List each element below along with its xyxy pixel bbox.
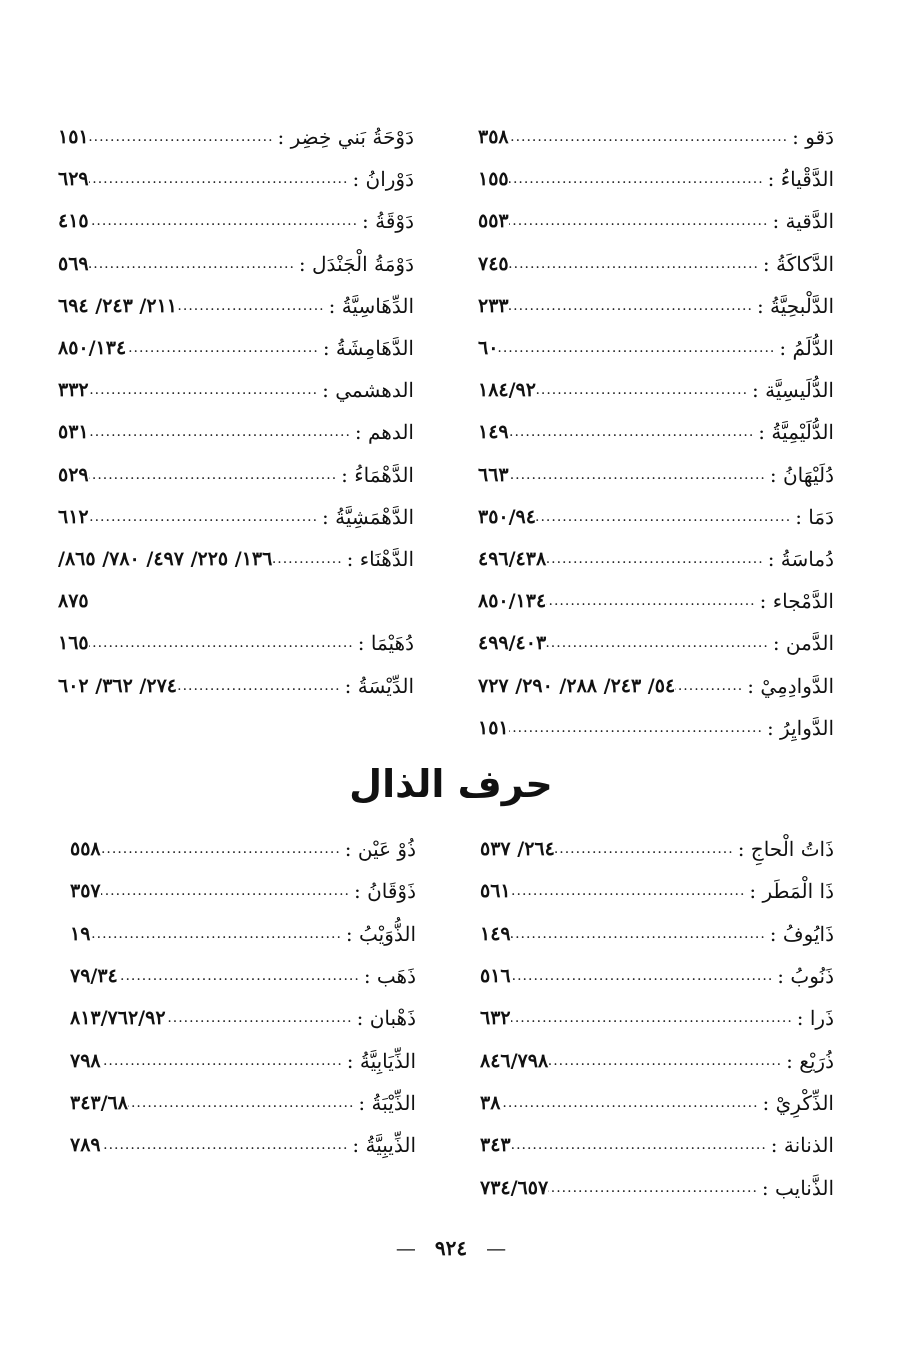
entry-pages: ٨٥٠/١٣٤: [58, 337, 127, 360]
entry-pages: ٣٤٣: [480, 1134, 511, 1157]
index-entry: [58, 538, 414, 580]
leader-dots: [500, 1095, 762, 1111]
entry-term: دَوْقَةُ :: [362, 209, 414, 234]
index-entry: [478, 285, 834, 327]
leader-dots: [509, 256, 763, 272]
entry-term: الدُّلَيْمِيَّةُ :: [758, 420, 834, 445]
entry-pages: ٧٣٤/٦٥٧: [480, 1176, 549, 1199]
leader-dots: [509, 298, 757, 314]
entry-pages: ٤٩٩/٤٠٣: [478, 632, 547, 655]
entry-pages: ٣٨: [480, 1091, 501, 1114]
index-entry: [478, 622, 834, 664]
entry-term: ذَرا :: [796, 1006, 834, 1031]
index-entry: [70, 955, 416, 997]
leader-dots: [272, 551, 346, 567]
entry-term: ذَهَب :: [363, 964, 416, 989]
index-entry: [478, 707, 834, 749]
dhal-left-column: [70, 828, 416, 1166]
entry-term: دُماسَةُ :: [767, 546, 834, 571]
entry-term: الدَّكاكَةُ :: [762, 251, 834, 276]
dal-left-column: [58, 116, 414, 707]
entry-pages: ٥٤/ ٢٤٣/ ٢٨٨/ ٢٩٠/ ٧٢٧: [478, 674, 676, 697]
dal-right-column: [478, 116, 834, 749]
entry-pages: ١٥٥: [478, 168, 509, 191]
entry-pages: ١٣٦/ ٢٢٥/ ٤٩٧/ ٧٨٠/ ٨٦٥/: [58, 547, 273, 570]
leader-dots: [675, 678, 747, 694]
entry-pages: ٧٨٩: [70, 1134, 101, 1157]
leader-dots: [177, 298, 329, 314]
entry-pages: ٨١٣/٧٦٢/٩٢: [70, 1007, 166, 1030]
entry-pages: ٢١١/ ٢٤٣/ ٦٩٤: [58, 294, 177, 317]
entry-term: ذُرَيْع :: [786, 1048, 834, 1073]
entry-term: دُهَيْمَا :: [357, 631, 414, 656]
index-entry: [480, 1124, 834, 1166]
index-entry: [478, 538, 834, 580]
index-entry: [480, 1082, 834, 1124]
entry-term: دَوْرانُ :: [352, 167, 414, 192]
leader-dots: [166, 1010, 357, 1026]
index-entry: [480, 955, 834, 997]
leader-dots: [101, 1137, 353, 1153]
leader-dots: [511, 926, 770, 942]
leader-dots: [89, 171, 353, 187]
index-entry: [480, 913, 834, 955]
entry-term: ذَهْبان :: [356, 1006, 416, 1031]
entry-pages: ٥٦٩: [58, 252, 89, 275]
entry-term: الدَّقية :: [772, 209, 834, 234]
entry-pages: ٥٢٩: [58, 463, 89, 486]
entry-pages: ٥٣١: [58, 421, 89, 444]
leader-dots: [509, 467, 770, 483]
index-entry: [70, 913, 416, 955]
dhal-right-column: [480, 828, 834, 1209]
index-entry: [58, 454, 414, 496]
entry-term: الذِّيْبَةُ :: [358, 1090, 416, 1115]
entry-pages: ٥٥٣: [478, 210, 509, 233]
entry-pages: ١٦٥: [58, 632, 89, 655]
entry-pages: ٢٧٤/ ٣٦٢/ ٦٠٢: [58, 674, 177, 697]
entry-pages: ٢٦٤/ ٥٣٧: [480, 838, 555, 861]
entry-term: الدُّلَمُ :: [779, 336, 834, 361]
section-heading: حرف الذال: [349, 762, 553, 806]
entry-term: الدِّهَاسِيَّةُ :: [328, 293, 414, 318]
index-entry: [478, 369, 834, 411]
entry-pages: ١٤٩: [478, 421, 509, 444]
entry-term: ذَنُوبُ :: [777, 964, 834, 989]
entry-pages: ٨٧٥: [58, 590, 89, 613]
entry-term: ذَا الْمَطَر :: [749, 879, 834, 904]
entry-pages: ٦٦٣: [478, 463, 509, 486]
entry-pages: ٦٠: [478, 337, 499, 360]
entry-term: الدَّلْبحِيَّةُ :: [756, 293, 834, 318]
leader-dots: [89, 129, 278, 145]
leader-dots: [89, 635, 358, 651]
entry-term: الدَّهَامِشَةُ :: [322, 336, 414, 361]
index-entry: [480, 1166, 834, 1208]
leader-dots: [511, 1137, 771, 1153]
leader-dots: [509, 424, 759, 440]
entry-term: دَوْمَةُ الْجَنْدَل :: [298, 251, 414, 276]
leader-dots: [511, 1010, 797, 1026]
index-entry: [478, 243, 834, 285]
entry-pages: ٤٩٦/٤٣٨: [478, 547, 547, 570]
index-entry: [70, 1082, 416, 1124]
entry-term: الذِّيبِيَّةُ :: [352, 1133, 416, 1158]
index-entry: [478, 496, 834, 538]
entry-term: الدَّمْجاء :: [759, 589, 834, 614]
index-entry: [480, 1039, 834, 1081]
entry-term: الدهشمي :: [322, 378, 414, 403]
leader-dots: [536, 382, 752, 398]
entry-term: الدَّوادِمِيْ :: [747, 673, 834, 698]
entry-term: الدهم :: [354, 420, 414, 445]
entry-pages: ١٥١: [58, 126, 89, 149]
entry-pages: ٦٢٩: [58, 168, 89, 191]
index-entry: [58, 622, 414, 664]
index-entry: [478, 411, 834, 453]
entry-term: الدَّوايِرُ :: [766, 715, 834, 740]
entry-pages: ٤١٥: [58, 210, 89, 233]
entry-pages: ٧٩٨: [70, 1049, 101, 1072]
index-entry: [478, 580, 834, 622]
index-entry: [478, 664, 834, 706]
entry-pages: ٥٦١: [480, 880, 511, 903]
leader-dots: [89, 424, 355, 440]
leader-dots: [89, 213, 362, 229]
entry-term: الدَّهْمَاءُ :: [341, 462, 414, 487]
index-entry: [58, 411, 414, 453]
page-number: ٩٢٤: [434, 1236, 468, 1260]
entry-term: الذنانة :: [770, 1133, 834, 1158]
index-entry: [480, 870, 834, 912]
entry-term: الدَّهْمَشِيَّةُ :: [322, 504, 414, 529]
index-entry: [478, 327, 834, 369]
leader-dots: [89, 256, 299, 272]
leader-dots: [118, 968, 364, 984]
index-entry: [58, 116, 414, 158]
entry-pages: ٧٩/٣٤: [70, 965, 118, 988]
entry-pages: ١٩: [70, 922, 91, 945]
leader-dots: [546, 593, 759, 609]
entry-pages: ٥١٦: [480, 965, 511, 988]
entry-term: الذِّكْرِيْ :: [762, 1090, 834, 1115]
leader-dots: [101, 1053, 347, 1069]
entry-pages: ١٤٩: [480, 922, 511, 945]
leader-dots: [511, 968, 778, 984]
leader-dots: [548, 1053, 786, 1069]
leader-dots: [498, 340, 779, 356]
leader-dots: [546, 551, 768, 567]
entry-term: الدَّمن :: [772, 631, 834, 656]
leader-dots: [511, 883, 750, 899]
index-entry: [70, 997, 416, 1039]
index-entry: [58, 158, 414, 200]
index-entry: [480, 997, 834, 1039]
leader-dots: [101, 841, 345, 857]
entry-term: الدَّقْياءُ :: [767, 167, 834, 192]
leader-dots: [546, 635, 773, 651]
entry-term: دُلَيْهَانُ :: [769, 462, 834, 487]
leader-dots: [509, 171, 768, 187]
entry-pages: ٥٥٨: [70, 838, 101, 861]
entry-term: الذُّوَيْبُ :: [345, 921, 416, 946]
leader-dots: [101, 883, 354, 899]
entry-term: دَقو :: [792, 125, 834, 150]
index-entry: [58, 243, 414, 285]
leader-dots: [177, 678, 345, 694]
index-entry: [70, 1039, 416, 1081]
entry-pages: ٣٥٧: [70, 880, 101, 903]
leader-dots: [548, 1180, 762, 1196]
leader-dots: [536, 509, 795, 525]
index-entry: [70, 870, 416, 912]
footer-dash-right: —: [486, 1236, 507, 1260]
leader-dots: [509, 720, 767, 736]
leader-dots: [555, 841, 738, 857]
index-entry: [70, 828, 416, 870]
index-entry: [58, 200, 414, 242]
index-entry: [70, 1124, 416, 1166]
leader-dots: [128, 1095, 358, 1111]
index-entry: [478, 158, 834, 200]
entry-term: ذَايُوفُ :: [769, 921, 834, 946]
entry-term: الذَّنايب :: [761, 1175, 834, 1200]
entry-term: الدِّيْسَةُ :: [344, 673, 414, 698]
entry-pages: ٨٤٦/٧٩٨: [480, 1049, 549, 1072]
entry-pages: ٣٥٠/٩٤: [478, 505, 536, 528]
footer-dash-left: —: [395, 1236, 416, 1260]
index-entry: [58, 496, 414, 538]
entry-term: ذَوْقَانُ :: [353, 879, 416, 904]
entry-term: الذِّيَابِيَّةُ :: [346, 1048, 416, 1073]
page-footer: [0, 1236, 902, 1260]
leader-dots: [126, 340, 323, 356]
leader-dots: [89, 467, 342, 483]
entry-pages: ٦١٢: [58, 505, 89, 528]
index-entry: [480, 828, 834, 870]
leader-dots: [509, 213, 773, 229]
entry-pages: ٣٤٣/٦٨: [70, 1091, 128, 1114]
index-entry: [478, 454, 834, 496]
index-entry: [58, 327, 414, 369]
index-entry: [58, 369, 414, 411]
leader-dots: [90, 926, 345, 942]
index-entry: [58, 664, 414, 706]
leader-dots: [89, 382, 323, 398]
index-entry: [478, 200, 834, 242]
index-entry: [478, 116, 834, 158]
entry-term: ذُوْ عَيْن :: [344, 837, 416, 862]
entry-term: الدُّلَيسِيَّة :: [752, 378, 834, 403]
entry-term: ذَاتُ الْحاجِ :: [737, 837, 834, 862]
entry-pages: ٣٥٨: [478, 126, 509, 149]
leader-dots: [509, 129, 792, 145]
entry-pages: ١٥١: [478, 716, 509, 739]
index-entry: [58, 580, 414, 622]
entry-term: دَمَا :: [795, 504, 834, 529]
leader-dots: [89, 509, 322, 525]
entry-pages: ٧٤٥: [478, 252, 509, 275]
entry-pages: ٣٣٢: [58, 379, 89, 402]
entry-pages: ٨٥٠/١٣٤: [478, 590, 547, 613]
entry-term: الدَّهْنَاء :: [346, 546, 414, 571]
entry-term: دَوْحَةُ بَني خِضِر :: [277, 125, 414, 150]
entry-pages: ٦٣٢: [480, 1007, 511, 1030]
entry-pages: ٢٣٣: [478, 294, 509, 317]
entry-pages: ١٨٤/٩٢: [478, 379, 536, 402]
index-entry: [58, 285, 414, 327]
